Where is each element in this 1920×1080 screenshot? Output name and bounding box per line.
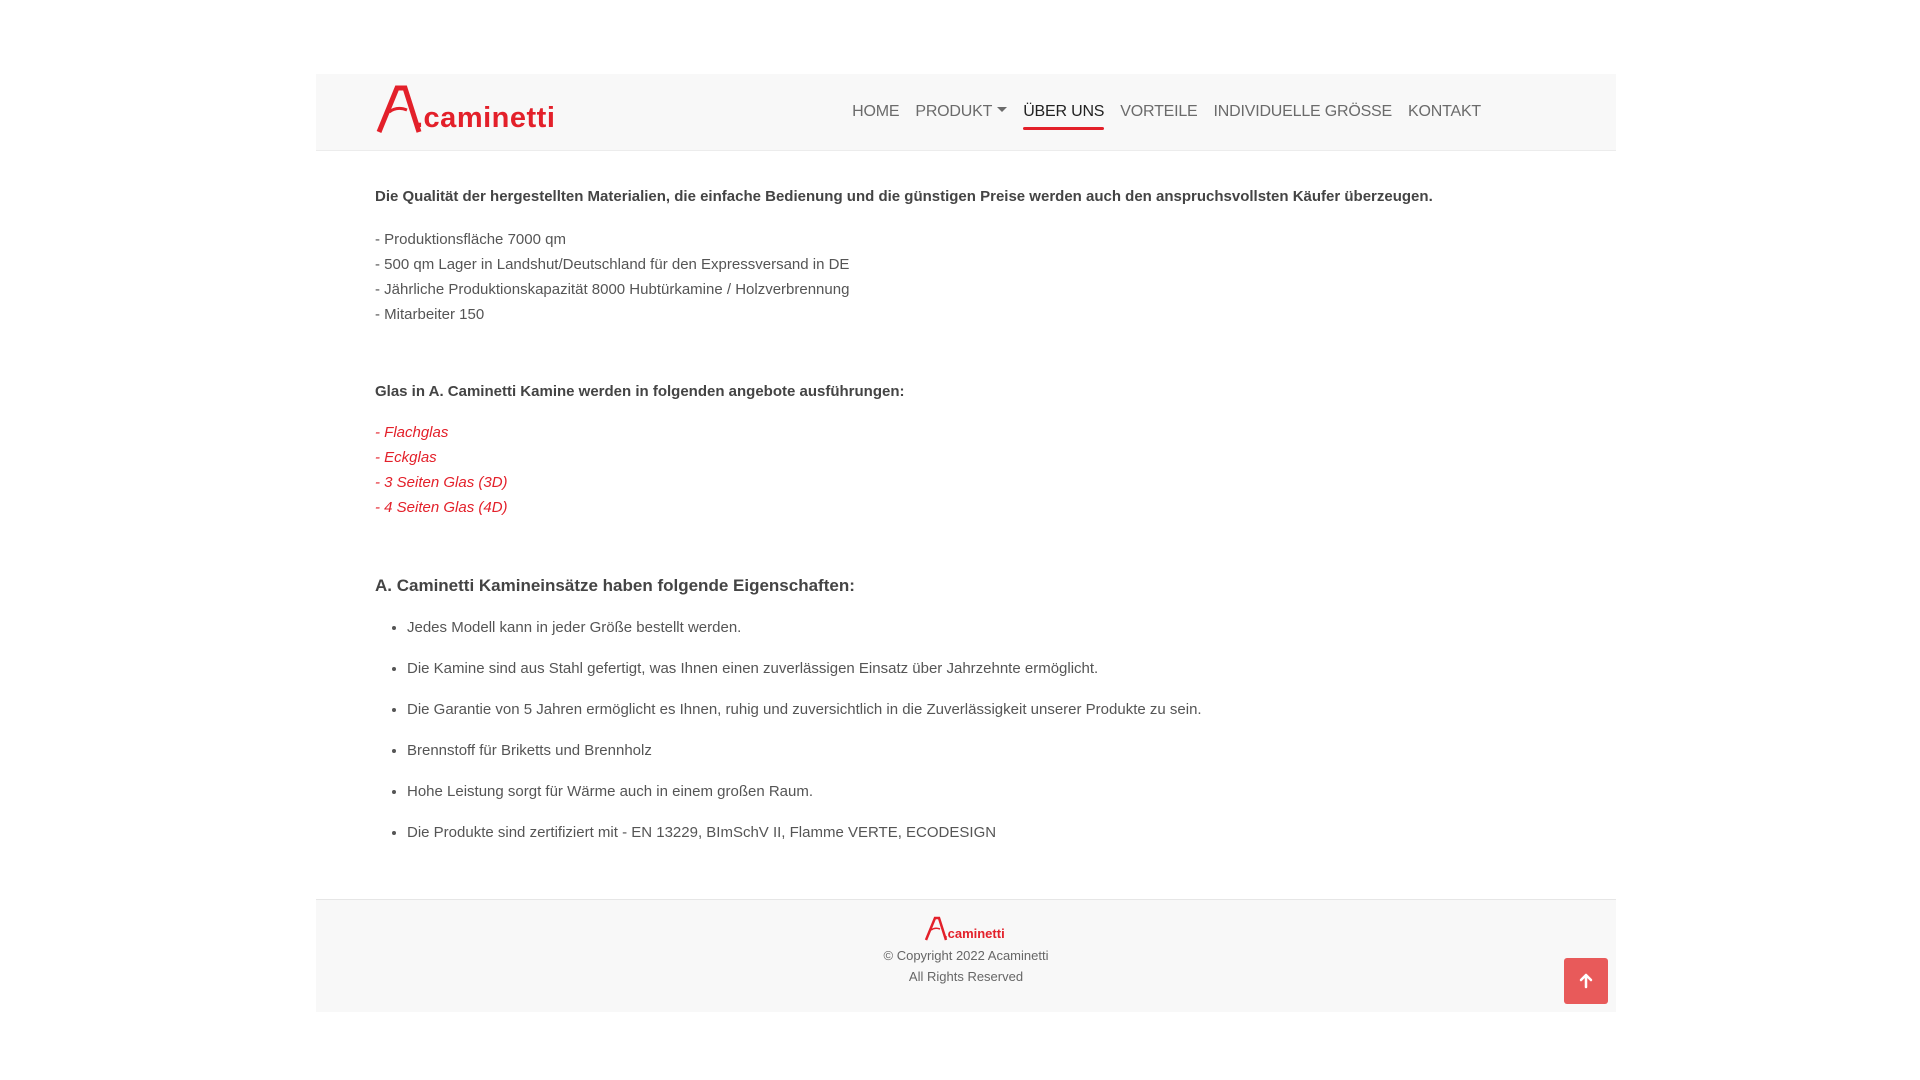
nav-vorteile[interactable] <box>1112 98 1205 126</box>
list-item: • Brennstoff für Briketts und Brennholz <box>407 741 1557 761</box>
list-item: • Jedes Modell kann in jeder Größe bestellt werden. <box>407 618 1557 638</box>
footer-wordmark: .caminetti <box>944 926 1005 941</box>
features-heading: A. Caminetti Kamineinsätze haben folgende Eigenschaften: <box>375 575 855 595</box>
list-item: - Mitarbeiter 150 <box>375 305 485 323</box>
nav-produkt-dropdown[interactable] <box>907 98 1015 126</box>
page-container <box>316 74 1616 864</box>
main-content <box>316 187 1616 843</box>
list-item: - 500 qm Lager in Landshut/Deutschland für den Expressversand in DE <box>375 255 850 273</box>
features-list <box>375 618 1557 843</box>
main-nav <box>844 74 1489 150</box>
arrow-up-icon <box>1578 973 1594 989</box>
nav-individuelle-groesse[interactable] <box>1206 98 1400 126</box>
caret-down-icon <box>997 107 1007 112</box>
copyright-text: © Copyright 2022 Acaminetti <box>883 948 1049 963</box>
list-item: - 3 Seiten Glas (3D) <box>375 473 508 491</box>
brand-wordmark: .caminetti <box>415 102 556 134</box>
rights-text: All Rights Reserved <box>908 969 1024 984</box>
site-header <box>316 74 1616 151</box>
footer-logo-icon <box>924 916 1008 942</box>
list-item: - 4 Seiten Glas (4D) <box>375 498 508 516</box>
scroll-to-top-button[interactable] <box>1564 958 1608 1004</box>
list-item: • Die Garantie von 5 Jahren ermöglicht es Ihnen, ruhig und zuversichtlich in die Zuverlässigkeit unserer Produkte zu sein. <box>407 700 1557 720</box>
list-item: • Die Kamine sind aus Stahl gefertigt, was Ihnen einen zuverlässigen Einsatz über Jahrzehnte ermöglicht. <box>407 659 1557 679</box>
list-item: - Eckglas <box>375 448 437 466</box>
nav-vorteile-label: VORTEILE <box>1120 103 1198 120</box>
list-item: • Die Produkte sind zertifiziert mit - EN 13229, BImSchV II, Flamme VERTE, ECODESIGN <box>407 823 1557 843</box>
glass-heading: Glas in A. Caminetti Kamine werden in folgenden angebote ausführungen: <box>375 382 905 400</box>
nav-kontakt[interactable] <box>1400 98 1489 126</box>
list-item: - Jährliche Produktionskapazität 8000 Hubtürkamine / Holzverbrennung <box>375 280 850 298</box>
nav-home[interactable] <box>844 98 907 126</box>
list-item: - Produktionsfläche 7000 qm <box>375 230 566 248</box>
list-item: • Hohe Leistung sorgt für Wärme auch in einem großen Raum. <box>407 782 1557 802</box>
nav-ueber-uns-label: ÜBER UNS <box>1023 103 1105 120</box>
brand-logo[interactable] <box>375 82 555 136</box>
glass-types-list <box>375 420 1557 520</box>
nav-ueber-uns[interactable] <box>1015 98 1112 126</box>
nav-individuelle-groesse-label: INDIVIDUELLE GRÖSSE <box>1213 103 1393 120</box>
intro-text: Die Qualität der hergestellten Materialien, die einfache Bedienung und die günstigen Preise werden auch den anspruchsvollsten Käufer überzeugen. <box>375 188 1433 205</box>
nav-produkt-label: PRODUKT <box>915 103 993 120</box>
nav-kontakt-label: KONTAKT <box>1408 103 1481 120</box>
nav-home-label: HOME <box>852 103 900 120</box>
facts-list <box>375 227 1557 327</box>
site-footer <box>316 899 1616 1012</box>
list-item: - Flachglas <box>375 423 449 441</box>
